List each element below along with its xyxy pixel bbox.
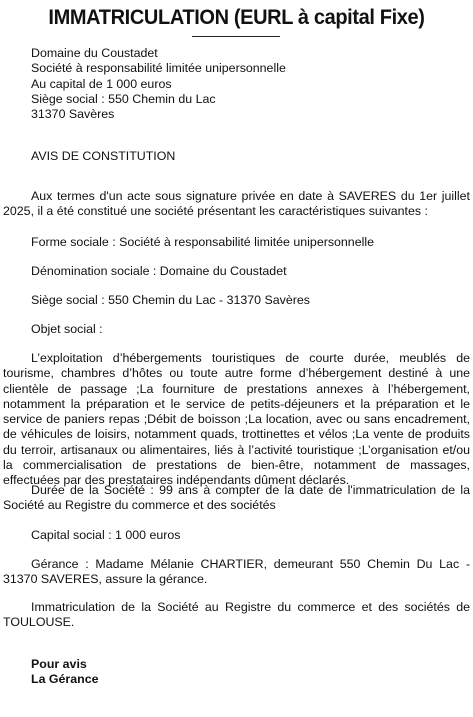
signature-block: [31, 657, 99, 688]
header-line-name: Domaine du Coustadet: [31, 46, 158, 60]
header-line-address: Siège social : 550 Chemin du Lac: [31, 91, 216, 106]
duree-paragraph: Durée de la Société : 99 ans à compter de la date de l'immatriculation de la Société au Registre du commerce et des sociétés: [3, 483, 470, 513]
signature-line-gerance: La Gérance: [31, 672, 99, 687]
title-underline: [192, 36, 280, 37]
capital-social: Capital social : 1 000 euros: [31, 528, 181, 542]
objet-social-text: L’exploitation d’hébergements touristiques de courte durée, meublés de tourisme, chambres d’hôtes ou toute autre forme d’hébergement destiné à une clientèle de passage ;La fourniture de prestations annexes à l’hébergement, notamment la préparation et le service de petits-déjeuners et la préparation et le service de paniers repas ;Débit de boisson ;La location, avec ou sans encadrement, de véhicules de loisirs, notamment quads, trottinettes et vélos ;La vente de produits du terroir, artisanaux ou alimentaires, liés à l’activité touristique ;L’organisation et/ou la commercialisation de prestations de bien-être, notamment de massages, effectuées par des prestataires indépendants dûment déclarés.: [3, 351, 470, 488]
avis-heading: AVIS DE CONSTITUTION: [31, 149, 176, 163]
siege-social: Siège social : 550 Chemin du Lac - 31370 Savères: [31, 293, 310, 307]
gerance-paragraph: Gérance : Madame Mélanie CHARTIER, demeurant 550 Chemin Du Lac - 31370 SAVERES, assure la gérance.: [3, 557, 470, 587]
header-line-capital: Au capital de 1 000 euros: [31, 76, 172, 91]
notice-title: IMMATRICULATION (EURL à capital Fixe): [48, 5, 425, 29]
forme-sociale: Forme sociale : Société à responsabilité limitée unipersonnelle: [31, 235, 374, 249]
immatriculation-paragraph: Immatriculation de la Société au Registre du commerce et des sociétés de TOULOUSE.: [3, 600, 470, 630]
objet-social-label: Objet social :: [31, 322, 103, 336]
intro-paragraph: Aux termes d'un acte sous signature privée en date à SAVERES du 1er juillet 2025, il a été constitué une société présentant les caractéristiques suivantes :: [3, 189, 470, 219]
header-line-city: 31370 Savères: [31, 107, 115, 122]
company-header: [31, 46, 286, 122]
signature-line-pour-avis: Pour avis: [31, 657, 87, 671]
header-line-form: Société à responsabilité limitée unipersonnelle: [31, 61, 286, 76]
denomination-sociale: Dénomination sociale : Domaine du Coustadet: [31, 264, 287, 278]
